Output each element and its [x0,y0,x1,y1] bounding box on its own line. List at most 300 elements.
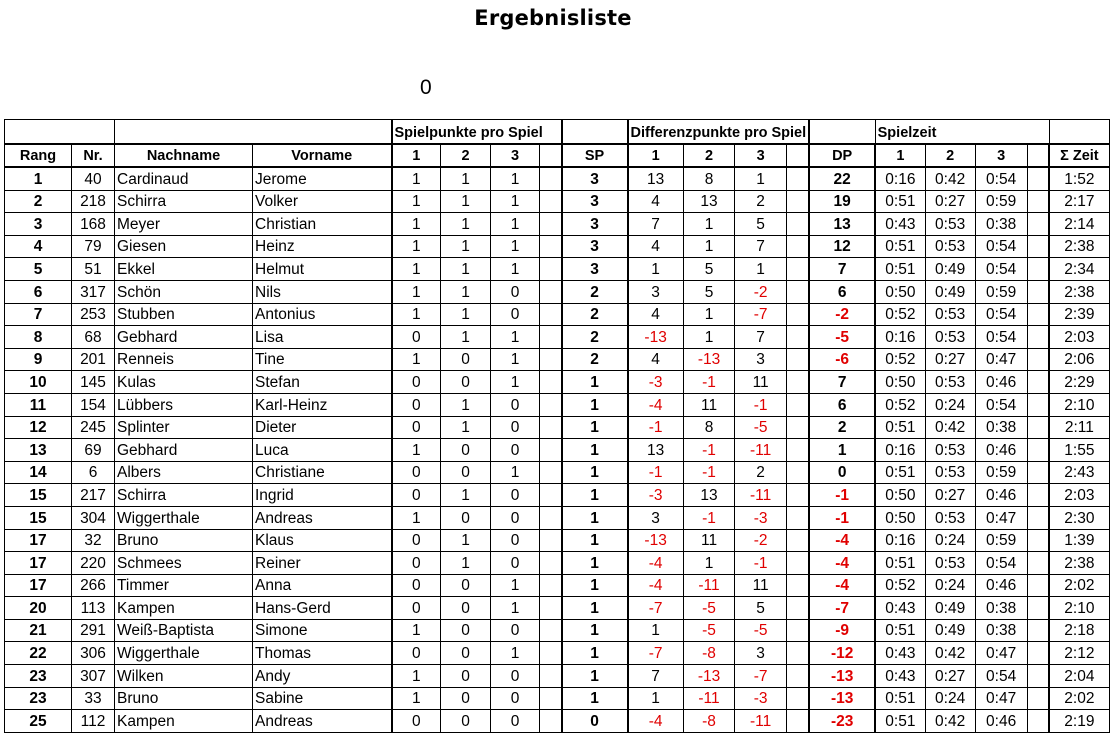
cell-spielpunkte-3: 1 [491,642,540,665]
cell-nr: 68 [72,326,115,349]
cell-spielpunkte-1: 0 [392,416,441,439]
cell-diff-3: -1 [735,393,787,416]
cell-nachname: Wiggerthale [115,506,253,529]
cell-dp: 6 [809,393,875,416]
cell-nr: 304 [72,506,115,529]
cell-spacer [786,280,809,303]
table-row [5,326,1110,349]
cell-spacer [540,393,562,416]
cell-sp: 1 [562,371,628,394]
cell-spielpunkte-2: 0 [441,439,491,462]
cell-nachname: Schön [115,280,253,303]
cell-spielpunkte-2: 1 [441,213,491,236]
header-spacer [540,144,562,167]
cell-spielpunkte-3: 1 [491,213,540,236]
cell-summe-zeit: 2:29 [1049,371,1109,394]
cell-zeit-3: 0:47 [975,506,1027,529]
cell-vorname: Heinz [253,235,392,258]
header-diff-1: 1 [628,144,684,167]
cell-spielpunkte-3: 0 [491,687,540,710]
cell-zeit-3: 0:54 [975,665,1027,688]
cell-spielpunkte-3: 1 [491,190,540,213]
cell-nachname: Kampen [115,710,253,733]
cell-zeit-3: 0:46 [975,371,1027,394]
table-row [5,416,1110,439]
cell-sp: 1 [562,416,628,439]
cell-spacer [540,258,562,281]
cell-diff-1: 4 [628,235,684,258]
cell-vorname: Christian [253,213,392,236]
cell-dp: -12 [809,642,875,665]
cell-nachname: Albers [115,461,253,484]
cell-diff-2: -1 [683,506,735,529]
cell-spacer [540,416,562,439]
cell-vorname: Thomas [253,642,392,665]
cell-spacer [540,303,562,326]
cell-spacer [540,529,562,552]
cell-diff-2: 11 [683,529,735,552]
cell-spacer [540,280,562,303]
header-spiel-1: 1 [392,144,441,167]
cell-spacer [1027,416,1049,439]
cell-nachname: Renneis [115,348,253,371]
cell-diff-2: 13 [683,484,735,507]
cell-dp: -7 [809,597,875,620]
header-nachname: Nachname [115,144,253,167]
cell-diff-1: 4 [628,303,684,326]
cell-spielpunkte-1: 0 [392,574,441,597]
cell-diff-1: 1 [628,687,684,710]
cell-sp: 1 [562,506,628,529]
cell-diff-2: -1 [683,371,735,394]
cell-spielpunkte-1: 1 [392,258,441,281]
cell-nr: 245 [72,416,115,439]
cell-diff-3: 11 [735,371,787,394]
table-row [5,574,1110,597]
cell-diff-3: -11 [735,439,787,462]
cell-rang: 9 [5,348,72,371]
cell-spacer [786,710,809,733]
cell-vorname: Tine [253,348,392,371]
cell-rang: 17 [5,552,72,575]
cell-diff-2: -1 [683,461,735,484]
cell-nr: 154 [72,393,115,416]
cell-spielpunkte-1: 0 [392,597,441,620]
cell-diff-1: 4 [628,348,684,371]
cell-summe-zeit: 1:52 [1049,167,1109,190]
cell-zeit-3: 0:54 [975,235,1027,258]
table-row [5,213,1110,236]
cell-summe-zeit: 2:39 [1049,303,1109,326]
group-header-blank [5,120,115,145]
cell-nachname: Ekkel [115,258,253,281]
cell-sp: 1 [562,687,628,710]
cell-zeit-2: 0:42 [925,416,975,439]
cell-zeit-1: 0:43 [875,213,925,236]
cell-sp: 2 [562,280,628,303]
header-sp: SP [562,144,628,167]
cell-spacer [1027,642,1049,665]
cell-summe-zeit: 2:10 [1049,597,1109,620]
cell-sp: 2 [562,326,628,349]
cell-spacer [540,597,562,620]
cell-zeit-1: 0:52 [875,574,925,597]
cell-diff-1: 1 [628,258,684,281]
cell-rang: 22 [5,642,72,665]
cell-dp: -6 [809,348,875,371]
cell-diff-3: 2 [735,190,787,213]
cell-vorname: Dieter [253,416,392,439]
cell-spacer [786,461,809,484]
cell-diff-3: 7 [735,235,787,258]
cell-rang: 14 [5,461,72,484]
cell-nr: 201 [72,348,115,371]
cell-spielpunkte-2: 1 [441,484,491,507]
cell-rang: 20 [5,597,72,620]
cell-zeit-2: 0:27 [925,190,975,213]
cell-dp: -4 [809,529,875,552]
cell-vorname: Sabine [253,687,392,710]
cell-diff-3: -3 [735,506,787,529]
cell-diff-2: 1 [683,552,735,575]
cell-spacer [786,665,809,688]
cell-diff-2: -13 [683,665,735,688]
cell-zeit-3: 0:38 [975,619,1027,642]
cell-nr: 306 [72,642,115,665]
cell-vorname: Andreas [253,506,392,529]
group-spielzeit: Spielzeit [875,120,1049,145]
cell-nachname: Bruno [115,687,253,710]
cell-dp: -4 [809,552,875,575]
cell-zeit-1: 0:16 [875,326,925,349]
table-row [5,393,1110,416]
table-row [5,619,1110,642]
cell-nr: 32 [72,529,115,552]
cell-spacer [1027,461,1049,484]
cell-diff-3: -7 [735,665,787,688]
cell-rang: 5 [5,258,72,281]
table-row [5,552,1110,575]
cell-diff-2: -11 [683,574,735,597]
table-row [5,665,1110,688]
cell-diff-1: 7 [628,665,684,688]
cell-zeit-3: 0:46 [975,710,1027,733]
cell-diff-2: 1 [683,303,735,326]
cell-spielpunkte-2: 1 [441,303,491,326]
cell-vorname: Nils [253,280,392,303]
cell-spielpunkte-3: 1 [491,235,540,258]
cell-spielpunkte-3: 0 [491,280,540,303]
cell-spielpunkte-2: 1 [441,529,491,552]
cell-zeit-3: 0:54 [975,552,1027,575]
cell-sp: 1 [562,665,628,688]
table-row [5,439,1110,462]
cell-zeit-3: 0:54 [975,303,1027,326]
cell-nr: 217 [72,484,115,507]
cell-spacer [1027,619,1049,642]
cell-spielpunkte-1: 1 [392,213,441,236]
cell-spielpunkte-1: 1 [392,665,441,688]
cell-nr: 145 [72,371,115,394]
cell-vorname: Lisa [253,326,392,349]
cell-summe-zeit: 2:38 [1049,552,1109,575]
cell-nachname: Meyer [115,213,253,236]
cell-diff-2: -8 [683,710,735,733]
cell-zeit-3: 0:59 [975,280,1027,303]
cell-diff-3: 11 [735,574,787,597]
cell-zeit-2: 0:53 [925,303,975,326]
header-vorname: Vorname [253,144,392,167]
cell-sp: 1 [562,439,628,462]
table-row [5,258,1110,281]
cell-spielpunkte-1: 0 [392,461,441,484]
cell-spielpunkte-1: 1 [392,303,441,326]
cell-diff-3: 1 [735,258,787,281]
cell-spielpunkte-2: 1 [441,190,491,213]
cell-spacer [1027,439,1049,462]
cell-zeit-1: 0:43 [875,642,925,665]
cell-spacer [1027,506,1049,529]
cell-spacer [786,393,809,416]
cell-diff-1: 7 [628,213,684,236]
cell-nr: 168 [72,213,115,236]
cell-summe-zeit: 2:03 [1049,326,1109,349]
cell-spielpunkte-1: 1 [392,348,441,371]
cell-spielpunkte-1: 0 [392,484,441,507]
table-row [5,506,1110,529]
cell-sp: 3 [562,258,628,281]
cell-diff-3: -5 [735,619,787,642]
cell-spielpunkte-1: 0 [392,393,441,416]
cell-zeit-2: 0:27 [925,665,975,688]
cell-spacer [1027,258,1049,281]
cell-zeit-1: 0:52 [875,393,925,416]
cell-zeit-3: 0:46 [975,574,1027,597]
cell-rang: 1 [5,167,72,190]
cell-dp: -1 [809,506,875,529]
cell-dp: -1 [809,484,875,507]
cell-sp: 1 [562,552,628,575]
cell-zeit-1: 0:50 [875,280,925,303]
cell-spacer [540,574,562,597]
cell-zeit-2: 0:42 [925,710,975,733]
cell-diff-3: -5 [735,416,787,439]
cell-spielpunkte-2: 0 [441,506,491,529]
cell-dp: 7 [809,371,875,394]
cell-dp: 19 [809,190,875,213]
cell-spacer [786,574,809,597]
cell-nachname: Schirra [115,484,253,507]
header-diff-2: 2 [683,144,735,167]
cell-diff-2: -8 [683,642,735,665]
group-header-blank [1049,120,1109,145]
header-nr: Nr. [72,144,115,167]
cell-spacer [1027,710,1049,733]
cell-diff-2: 8 [683,167,735,190]
cell-spacer [540,484,562,507]
cell-spacer [786,190,809,213]
cell-diff-3: -1 [735,552,787,575]
cell-nachname: Splinter [115,416,253,439]
cell-spacer [540,461,562,484]
cell-rang: 23 [5,665,72,688]
cell-vorname: Ingrid [253,484,392,507]
cell-nr: 307 [72,665,115,688]
cell-vorname: Klaus [253,529,392,552]
cell-vorname: Helmut [253,258,392,281]
cell-vorname: Jerome [253,167,392,190]
cell-nr: 253 [72,303,115,326]
cell-diff-3: -2 [735,529,787,552]
cell-diff-1: -7 [628,642,684,665]
header-zeit-1: 1 [875,144,925,167]
cell-spacer [540,348,562,371]
cell-spielpunkte-3: 1 [491,574,540,597]
cell-zeit-2: 0:27 [925,348,975,371]
cell-vorname: Karl-Heinz [253,393,392,416]
cell-vorname: Andreas [253,710,392,733]
cell-diff-1: -7 [628,597,684,620]
cell-spacer [540,506,562,529]
cell-diff-3: -11 [735,484,787,507]
cell-diff-1: 3 [628,506,684,529]
cell-summe-zeit: 1:55 [1049,439,1109,462]
cell-zeit-2: 0:53 [925,235,975,258]
cell-summe-zeit: 2:11 [1049,416,1109,439]
cell-dp: 0 [809,461,875,484]
cell-spielpunkte-2: 1 [441,552,491,575]
cell-vorname: Reiner [253,552,392,575]
cell-spacer [540,235,562,258]
cell-diff-1: -3 [628,371,684,394]
cell-spielpunkte-2: 1 [441,235,491,258]
cell-summe-zeit: 2:38 [1049,235,1109,258]
cell-diff-1: -13 [628,529,684,552]
cell-nachname: Kampen [115,597,253,620]
cell-diff-3: -11 [735,710,787,733]
cell-spielpunkte-3: 1 [491,326,540,349]
cell-spielpunkte-3: 0 [491,393,540,416]
cell-rang: 11 [5,393,72,416]
cell-sp: 1 [562,574,628,597]
cell-diff-1: -3 [628,484,684,507]
cell-spielpunkte-2: 0 [441,371,491,394]
cell-zeit-1: 0:51 [875,258,925,281]
cell-diff-2: 5 [683,280,735,303]
cell-zeit-2: 0:53 [925,213,975,236]
table-row [5,371,1110,394]
cell-zeit-3: 0:54 [975,258,1027,281]
cell-summe-zeit: 1:39 [1049,529,1109,552]
cell-nachname: Schmees [115,552,253,575]
cell-nachname: Stubben [115,303,253,326]
cell-spacer [540,642,562,665]
cell-spacer [1027,371,1049,394]
table-row [5,348,1110,371]
cell-rang: 7 [5,303,72,326]
cell-diff-1: -4 [628,574,684,597]
cell-diff-2: -1 [683,439,735,462]
cell-zeit-1: 0:51 [875,235,925,258]
cell-zeit-1: 0:51 [875,552,925,575]
cell-zeit-1: 0:51 [875,190,925,213]
cell-spielpunkte-2: 1 [441,416,491,439]
cell-diff-1: -13 [628,326,684,349]
cell-spacer [540,687,562,710]
cell-nachname: Wiggerthale [115,642,253,665]
cell-spacer [1027,190,1049,213]
cell-nachname: Giesen [115,235,253,258]
cell-diff-3: -2 [735,280,787,303]
cell-spacer [786,416,809,439]
cell-rang: 8 [5,326,72,349]
table-row [5,235,1110,258]
page-title: Ergebnisliste [474,6,632,30]
table-row [5,461,1110,484]
cell-zeit-2: 0:53 [925,506,975,529]
cell-nachname: Cardinaud [115,167,253,190]
cell-spielpunkte-1: 0 [392,371,441,394]
cell-dp: 22 [809,167,875,190]
header-spiel-2: 2 [441,144,491,167]
cell-diff-2: 1 [683,213,735,236]
cell-spacer [786,484,809,507]
cell-nachname: Kulas [115,371,253,394]
cell-zeit-2: 0:53 [925,552,975,575]
cell-nachname: Weiß-Baptista [115,619,253,642]
cell-diff-3: 2 [735,461,787,484]
cell-spacer [540,326,562,349]
cell-summe-zeit: 2:12 [1049,642,1109,665]
group-header-blank [115,120,392,145]
group-header-blank [809,120,875,145]
cell-spacer [1027,665,1049,688]
cell-nachname: Bruno [115,529,253,552]
cell-spielpunkte-1: 1 [392,439,441,462]
cell-summe-zeit: 2:38 [1049,280,1109,303]
cell-spielpunkte-2: 1 [441,167,491,190]
cell-sp: 2 [562,348,628,371]
cell-spacer [540,665,562,688]
cell-spielpunkte-2: 0 [441,348,491,371]
cell-diff-2: -11 [683,687,735,710]
cell-spielpunkte-3: 0 [491,484,540,507]
cell-spacer [540,371,562,394]
cell-sp: 1 [562,642,628,665]
cell-vorname: Anna [253,574,392,597]
cell-spacer [1027,552,1049,575]
cell-dp: -4 [809,574,875,597]
cell-sp: 3 [562,167,628,190]
cell-spacer [786,642,809,665]
cell-spielpunkte-3: 0 [491,665,540,688]
cell-spielpunkte-3: 1 [491,348,540,371]
cell-spacer [1027,213,1049,236]
header-spacer [786,144,809,167]
cell-zeit-2: 0:53 [925,439,975,462]
cell-rang: 21 [5,619,72,642]
cell-diff-2: 1 [683,235,735,258]
cell-rang: 2 [5,190,72,213]
header-diff-3: 3 [735,144,787,167]
cell-nr: 33 [72,687,115,710]
cell-spielpunkte-2: 0 [441,574,491,597]
cell-zeit-3: 0:54 [975,326,1027,349]
cell-nr: 266 [72,574,115,597]
cell-spielpunkte-2: 0 [441,597,491,620]
cell-diff-1: -1 [628,461,684,484]
cell-spielpunkte-1: 1 [392,190,441,213]
